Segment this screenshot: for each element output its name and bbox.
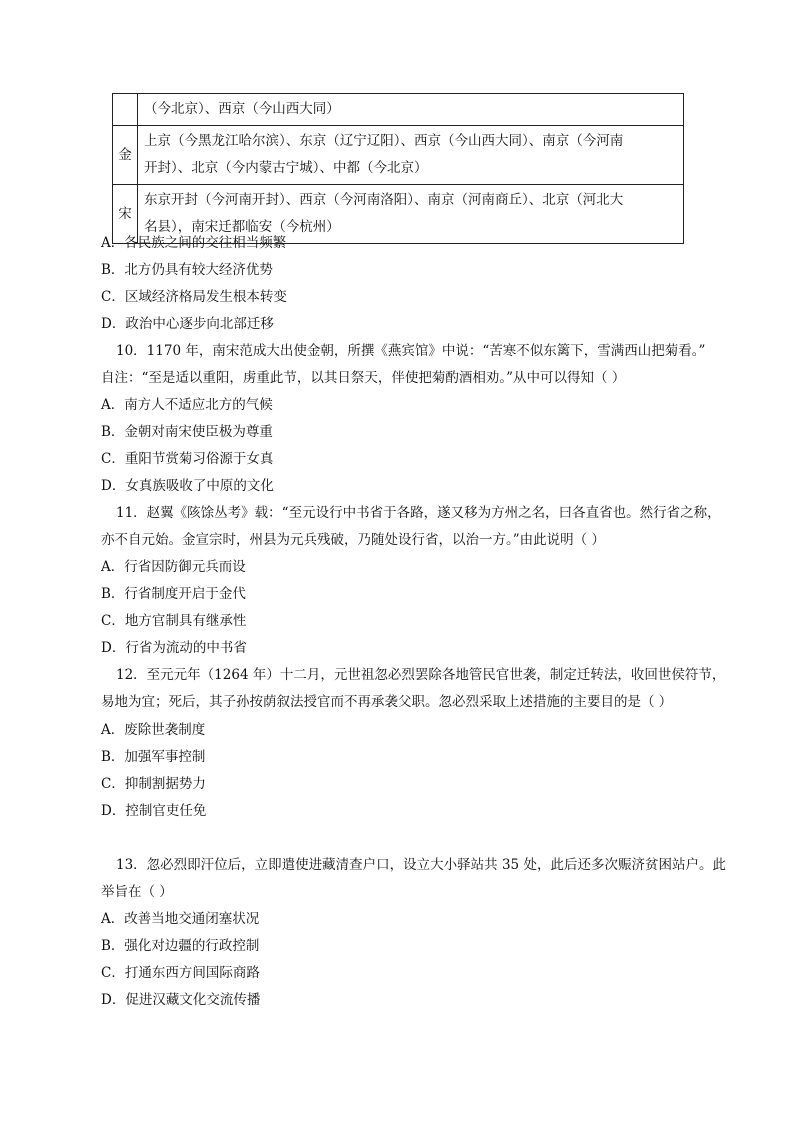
capitals-cell [138, 126, 684, 185]
table-row [113, 126, 684, 185]
q12-option-b: B．加强军事控制 [101, 749, 206, 765]
q11-option-d: D．行省为流动的中书省 [101, 640, 247, 656]
q13-stem-line1: 13．忽必烈即汗位后，立即遣使进藏清查户口，设立大小驿站共 35 处，此后还多次赈济贫困站户。此 [116, 857, 726, 873]
table-row [113, 94, 684, 126]
q11-stem-line2: 亦不自元始。金宣宗时，州县为元兵残破，乃随处设行省，以治一方。”由此说明（ ） [101, 532, 605, 548]
dynasty-cell: 金 [113, 126, 138, 185]
q13-option-d: D．促进汉藏文化交流传播 [101, 992, 261, 1008]
q13-option-b: B．强化对边疆的行政控制 [101, 938, 260, 954]
q13-option-c: C．打通东西方间国际商路 [101, 965, 260, 981]
q11-option-a: A．行省因防御元兵而设 [101, 559, 246, 575]
q12-stem-line2: 易地为宜；死后，其子孙按荫叙法授官而不再承袭父职。忽必烈采取上述措施的主要目的是（ ） [101, 694, 673, 710]
q12-stem-line1: 12．至元元年（1264 年）十二月，元世祖忽必烈罢除各地管民官世袭，制定迁转法，收回世侯符节， [116, 667, 726, 683]
q9-option-b: B．北方仍具有较大经济优势 [101, 262, 273, 278]
q12-option-d: D．控制官吏任免 [101, 803, 207, 819]
q10-stem-line2: 自注：“至是适以重阳，虏重此节，以其日祭天，伴使把菊酌酒相劝。”从中可以得知（ ） [101, 370, 626, 386]
q12-option-a: A．废除世袭制度 [101, 722, 206, 738]
q11-option-c: C．地方官制具有继承性 [101, 613, 247, 629]
q13-option-a: A．改善当地交通闭塞状况 [101, 911, 260, 927]
q12-option-c: C．抑制割据势力 [101, 776, 206, 792]
q10-option-b: B．金朝对南宋使臣极为尊重 [101, 424, 273, 440]
cell-line: 开封）、北京（今内蒙古宁城）、中都（今北京） [144, 160, 428, 176]
cell-line: 东京开封（今河南开封）、西京（今河南洛阳）、南京（河南商丘）、北京（河北大 [144, 192, 624, 208]
q9-option-d: D．政治中心逐步向北部迁移 [101, 316, 274, 332]
q10-stem-line1: 10．1170 年，南宋范成大出使金朝，所撰《燕宾馆》中说：“苦寒不似东篱下，雪满西山把菊看。” [116, 343, 706, 359]
cell-line: 上京（今黑龙江哈尔滨）、东京（辽宁辽阳）、西京（今山西大同）、南京（今河南 [144, 133, 624, 149]
q11-option-b: B．行省制度开启于金代 [101, 586, 246, 602]
q9-option-c: C．区域经济格局发生根本转变 [101, 289, 287, 305]
cell-line: 名县），南宋迁都临安（今杭州） [144, 219, 340, 235]
dynasty-cell [113, 94, 138, 126]
q9-option-a: A．各民族之间的交往相当频繁 [101, 235, 287, 251]
q13-stem-line2: 举旨在（ ） [101, 884, 173, 900]
cell-line: （今北京）、西京（今山西大同） [144, 101, 340, 117]
capitals-cell [138, 94, 684, 126]
dynasty-cell: 宋 [113, 185, 138, 244]
q10-option-a: A．南方人不适应北方的气候 [101, 397, 273, 413]
capitals-table [112, 93, 684, 244]
q11-stem-line1: 11．赵翼《陔馀丛考》载：“至元设行中书省于各路，遂又移为方州之名，曰各直省也。然行省之称， [116, 505, 721, 521]
q10-option-d: D．女真族吸收了中原的文化 [101, 478, 274, 494]
q10-option-c: C．重阳节赏菊习俗源于女真 [101, 451, 274, 467]
